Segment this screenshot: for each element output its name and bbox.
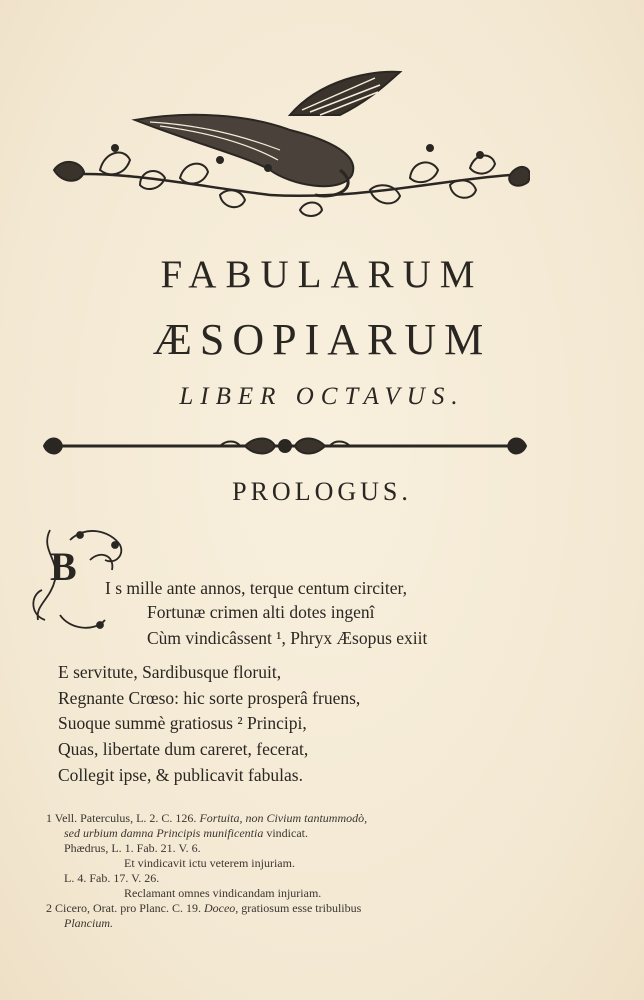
verse-line: Suoque summè gratiosus ² Principi, [58,713,307,733]
verse-line: Regnante Crœso: hic sorte prosperâ fruens, [58,688,361,708]
verse-line: E servitute, Sardibusque floruit, [58,662,282,682]
initial-letter: B [50,544,77,589]
verse-line: Fortunæ crimen alti dotes ingenî [147,602,375,622]
footnote-line: L. 4. Fab. 17. V. 26. [64,871,160,885]
verse-line: Cùm vindicâssent ¹, Phryx Æsopus exiit [147,628,428,648]
title-fabularum: FABULARUM [160,253,484,296]
ornamental-rule [40,428,530,464]
title-aesopiarum: ÆSOPIARUM [152,315,492,364]
verse-line: Quas, libertate dum careret, fecerat, [58,739,309,759]
bird-vine-ornament [40,60,530,225]
verse-line: I s mille ante annos, terque centum circiter, [105,578,408,598]
footnote-line: 1 Vell. Paterculus, L. 2. C. 126. Fortuita, non Civium tantummodò, [46,811,368,825]
footnote-line: Reclamant omnes vindicandam injuriam. [124,886,322,900]
footnote-line: Et vindicavit ictu veterem injuriam. [124,856,295,870]
subtitle-liber-octavus: LIBER OCTAVUS. [179,383,465,410]
verse-line: Collegit ipse, & publicavit fabulas. [58,765,303,785]
section-title-prologus: PROLOGUS. [232,477,412,506]
footnote-line: 2 Cicero, Orat. pro Planc. C. 19. Doceo, gratiosum esse tribulibus [46,901,362,915]
footnote-line: Phædrus, L. 1. Fab. 21. V. 6. [64,841,201,855]
footnote-line: sed urbium damna Principis munificentia vindicat. [64,826,308,840]
footnote-line: Plancium. [64,916,113,930]
